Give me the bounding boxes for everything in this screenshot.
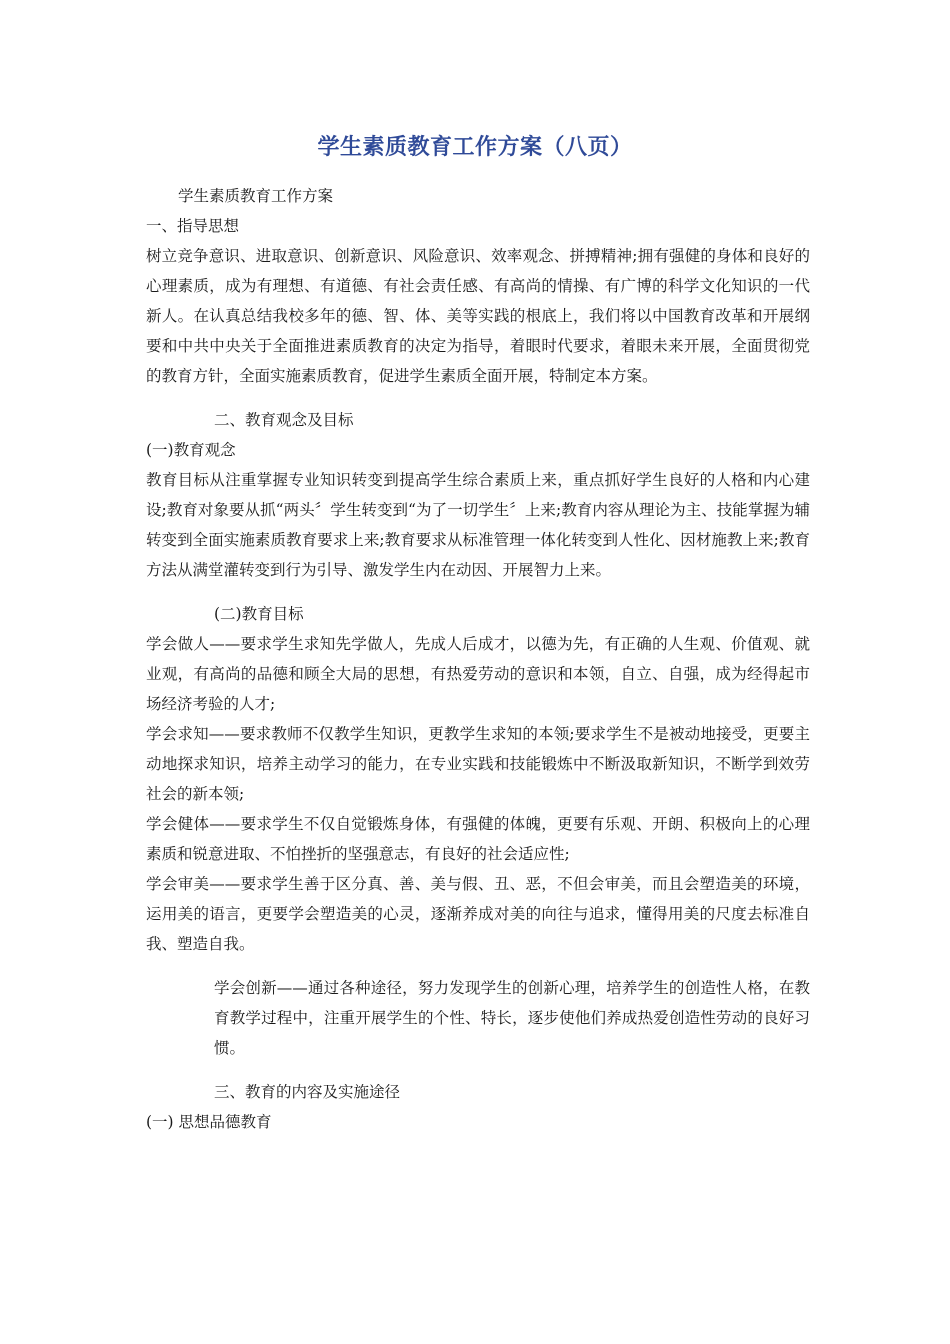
body-paragraph: 教育目标从注重掌握专业知识转变到提高学生综合素质上来，重点抓好学生良好的人格和内心建设;教育对象要从抓“两头〞学生转变到“为了一切学生〞上来;教育内容从理论为主、技能掌握为辅转变到全面实施素质教育要求上来;教育要求从标准管理一体化转变到人性化、因材施教上来;教育方法从满堂灌转变到行为引导、激发学生内在动因、开展智力上来。: [146, 471, 810, 579]
section-heading-guiding-thought: 一、指导思想: [146, 217, 240, 235]
body-paragraph: 学会求知——要求教师不仅教学生知识，更教学生求知的本领;要求学生不是被动地接受，更要主动地探求知识，培养主动学习的能力，在专业实践和技能锻炼中不断汲取新知识，不断学到效劳社会的新本领;: [146, 725, 810, 803]
body-paragraph: 树立竞争意识、进取意识、创新意识、风险意识、效率观念、拼搏精神;拥有强健的身体和良好的心理素质，成为有理想、有道德、有社会责任感、有高尚的情操、有广博的科学文化知识的一代新人。在认真总结我校多年的德、智、体、美等实践的根底上，我们将以中国教育改革和开展纲要和中共中央关于全面推进素质教育的决定为指导，着眼时代要求，着眼未来开展，全面贯彻党的教育方针，全面实施素质教育，促进学生素质全面开展，特制定本方案。: [146, 247, 810, 385]
body-paragraph: 学会审美——要求学生善于区分真、善、美与假、丑、恶，不但会审美，而且会塑造美的环境，运用美的语言，更要学会塑造美的心灵，逐渐养成对美的向往与追求，懂得用美的尺度去标准自我、塑造自我。: [146, 875, 810, 953]
subtitle-paragraph: 学生素质教育工作方案: [178, 187, 334, 205]
section-heading-concepts-goals: 二、教育观念及目标: [214, 411, 354, 429]
body-paragraph: 学会创新——通过各种途径，努力发现学生的创新心理，培养学生的创造性人格，在教育教学过程中，注重开展学生的个性、特长，逐步使他们养成热爱创造性劳动的良好习惯。: [214, 979, 810, 1057]
document-title: 学生素质教育工作方案（八页）: [317, 135, 633, 160]
subsection-heading-concepts: (一)教育观念: [146, 441, 236, 459]
subsection-heading-moral-education: (一) 思想品德教育: [146, 1113, 272, 1131]
section-heading-content-paths: 三、教育的内容及实施途径: [214, 1083, 401, 1101]
body-paragraph: 学会做人——要求学生求知先学做人，先成人后成才，以德为先，有正确的人生观、价值观、就业观，有高尚的品德和顾全大局的思想，有热爱劳动的意识和本领，自立、自强，成为经得起市场经济考验的人才;: [146, 635, 810, 713]
subsection-heading-goals: (二)教育目标: [214, 605, 304, 623]
body-paragraph: 学会健体——要求学生不仅自觉锻炼身体，有强健的体魄，更要有乐观、开朗、积极向上的心理素质和锐意进取、不怕挫折的坚强意志，有良好的社会适应性;: [146, 815, 810, 863]
document-body: [146, 181, 810, 1137]
